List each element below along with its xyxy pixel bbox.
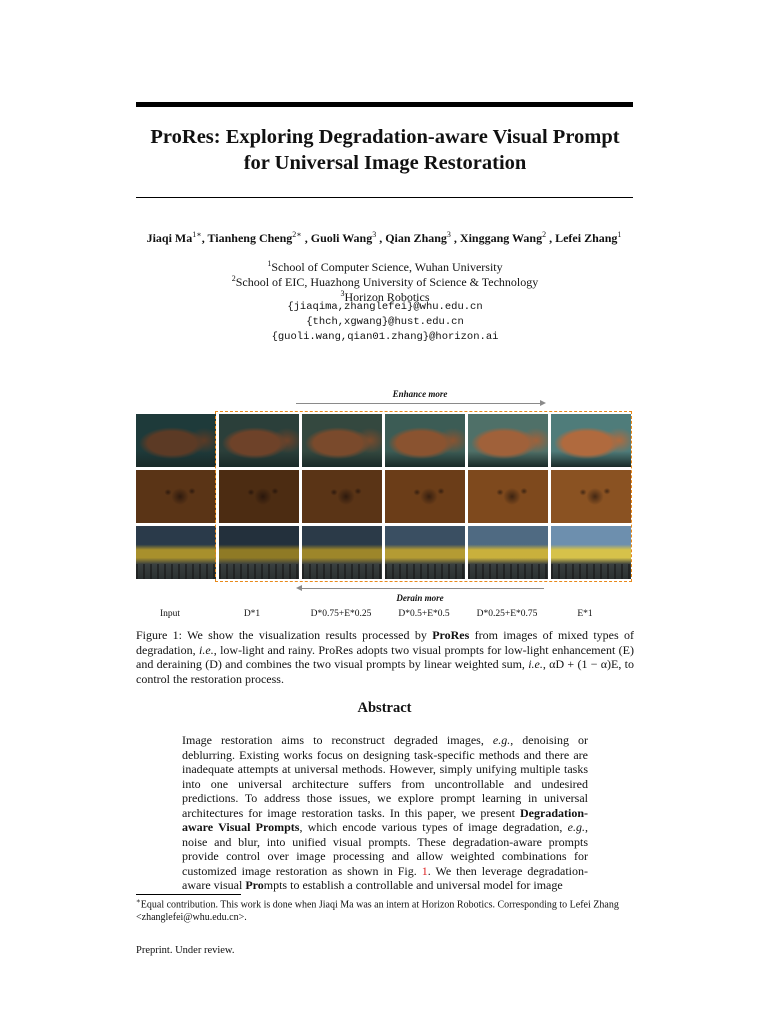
author: Guoli Wang <box>310 231 373 245</box>
figure-image-cell <box>136 526 216 579</box>
top-rule <box>136 102 633 107</box>
affiliation: $^1$School of Computer Science, Wuhan University <box>267 259 503 274</box>
figure-highlight-box <box>215 411 632 582</box>
enhance-arrow <box>296 403 542 404</box>
abstract-body: Image restoration aims to reconstruct degraded images, e.g., denoising or deblurring. Existing works focus on designing task-specific methods and there are inadequate attempts at universal methods. However, simply unifying multiple tasks into one universal architecture suffers from uncontrollable and undesired predictions. To address those issues, we explore prompt learning in universal architectures for image restoration tasks. In this paper, we present Degradation-aware Visual Prompts, which encode various types of image degradation, e.g., noise and blur, into unified visual prompts. These degradation-aware prompts provide control over image processing and allow weighted combinations for customized image restoration as shown in Fig. 1. We then leverage degradation-aware visual Prompts to establish a controllable and universal model for image <box>182 733 588 893</box>
preprint-status: Preprint. Under review. <box>136 945 235 956</box>
author: Xinggang Wang <box>459 231 543 245</box>
column-label: E*1 <box>577 609 593 619</box>
author: Lefei Zhang <box>555 231 618 245</box>
column-label: D*1 <box>243 609 261 619</box>
title-line-2: for Universal Image Restoration <box>243 152 527 174</box>
title-line-1: ProRes: Exploring Degradation-aware Visual Prompt <box>150 126 620 148</box>
figure-image-cell <box>136 414 216 467</box>
figure-top-label: Enhance more <box>392 389 448 399</box>
column-label: D*0.75+E*0.25 <box>310 609 372 619</box>
title-rule <box>136 197 633 198</box>
column-label: D*0.5+E*0.5 <box>398 609 450 619</box>
author: Qian Zhang <box>385 231 447 245</box>
figure-image-cell <box>136 470 216 523</box>
paper-title <box>110 124 660 176</box>
author: Tianheng Cheng <box>207 231 293 245</box>
column-label: D*0.25+E*0.75 <box>476 609 538 619</box>
email[interactable]: {guoli.wang,qian01.zhang}@horizon.ai <box>271 331 499 343</box>
arrow-right-icon <box>540 400 546 406</box>
email[interactable]: {jiaqima,zhanglefei}@whu.edu.cn <box>287 301 483 313</box>
author: Jiaqi Ma <box>146 231 193 245</box>
affiliation: $^2$School of EIC, Huazhong University of Science & Technology <box>231 274 539 289</box>
abstract-heading: Abstract <box>357 700 412 716</box>
derain-arrow <box>300 588 544 589</box>
footnote: ∗Equal contribution. This work is done when Jiaqi Ma was an intern at Horizon Robotics. Corresponding to Lefei Zhang <zhanglefei@whu.edu.cn>. <box>136 897 619 924</box>
email[interactable]: {thch,xgwang}@hust.edu.cn <box>306 316 464 328</box>
author-list: Jiaqi $Ma^{1∗}$, Tianheng Cheng$^{2∗}$ , Guoli Wang$^3$ , Qian Zhang$^3$ , Xinggang Wang$^2$ , Lefei Zhang$^1$ <box>146 230 622 245</box>
figure-bottom-label: Derain more <box>396 593 444 603</box>
column-label: Input <box>159 609 181 619</box>
affiliation: $^3$Horizon Robotics <box>340 289 430 304</box>
figure-caption: Figure 1: We show the visualization results processed by ProRes from images of mixed types of degradation, i.e., low-light and rainy. ProRes adopts two visual prompts for low-light enhancement (E) and deraining (D) and combines the two visual prompts by linear weighted sum, i.e., αD + (1 − α)E, to control the restoration process. <box>136 628 634 687</box>
figure-reference-link[interactable]: 1 <box>421 863 428 878</box>
